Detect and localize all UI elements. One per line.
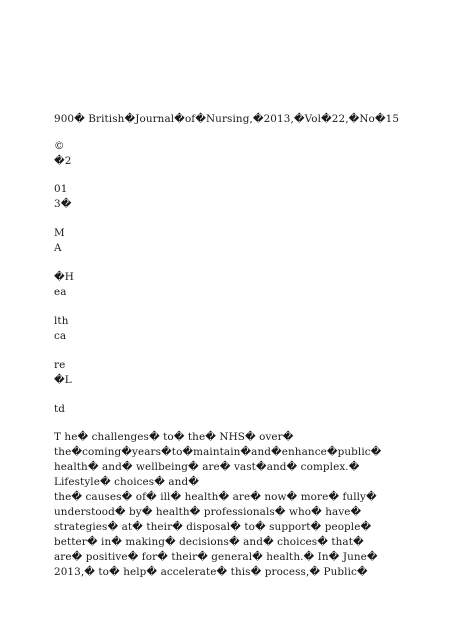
copyright-fragment: re — [54, 359, 66, 371]
copyright-fragment: ca — [54, 330, 67, 342]
body-text-line: better� in� making� decisions� and� choices� that� — [54, 536, 364, 548]
body-text-line: are� positive� for� their� general� health.� In� June� — [54, 551, 378, 563]
body-text-line: the�coming�years�to�maintain�and�enhance�public� — [54, 446, 382, 458]
journal-header: 900� British�Journal�of�Nursing,�2013,�Vol�22,�No�15 — [54, 113, 400, 125]
body-text-line: understood� by� health� professionals� who� have� — [54, 506, 362, 518]
copyright-fragment: �H — [54, 271, 74, 283]
body-text-line: T he� challenges� to� the� NHS� over� — [54, 431, 294, 443]
copyright-fragment: © — [54, 140, 65, 152]
copyright-fragment: A — [54, 242, 62, 254]
body-text-line: Lifestyle� choices� and� — [54, 476, 199, 488]
body-text-line: 2013,� to� help� accelerate� this� process,� Public� — [54, 566, 368, 578]
copyright-fragment: M — [54, 227, 65, 239]
body-text-line: the� causes� of� ill� health� are� now� more� fully� — [54, 491, 377, 503]
copyright-fragment: 01 — [54, 183, 68, 195]
copyright-fragment: lth — [54, 315, 69, 327]
copyright-fragment: ea — [54, 286, 67, 298]
body-text-line: strategies� at� their� disposal� to� support� people� — [54, 521, 372, 533]
copyright-fragment: 3� — [54, 198, 72, 210]
copyright-fragment: �2 — [54, 155, 72, 167]
copyright-fragment: �L — [54, 374, 72, 386]
body-text-line: health� and� wellbeing� are� vast�and� complex.� — [54, 461, 360, 473]
copyright-fragment: td — [54, 403, 66, 415]
